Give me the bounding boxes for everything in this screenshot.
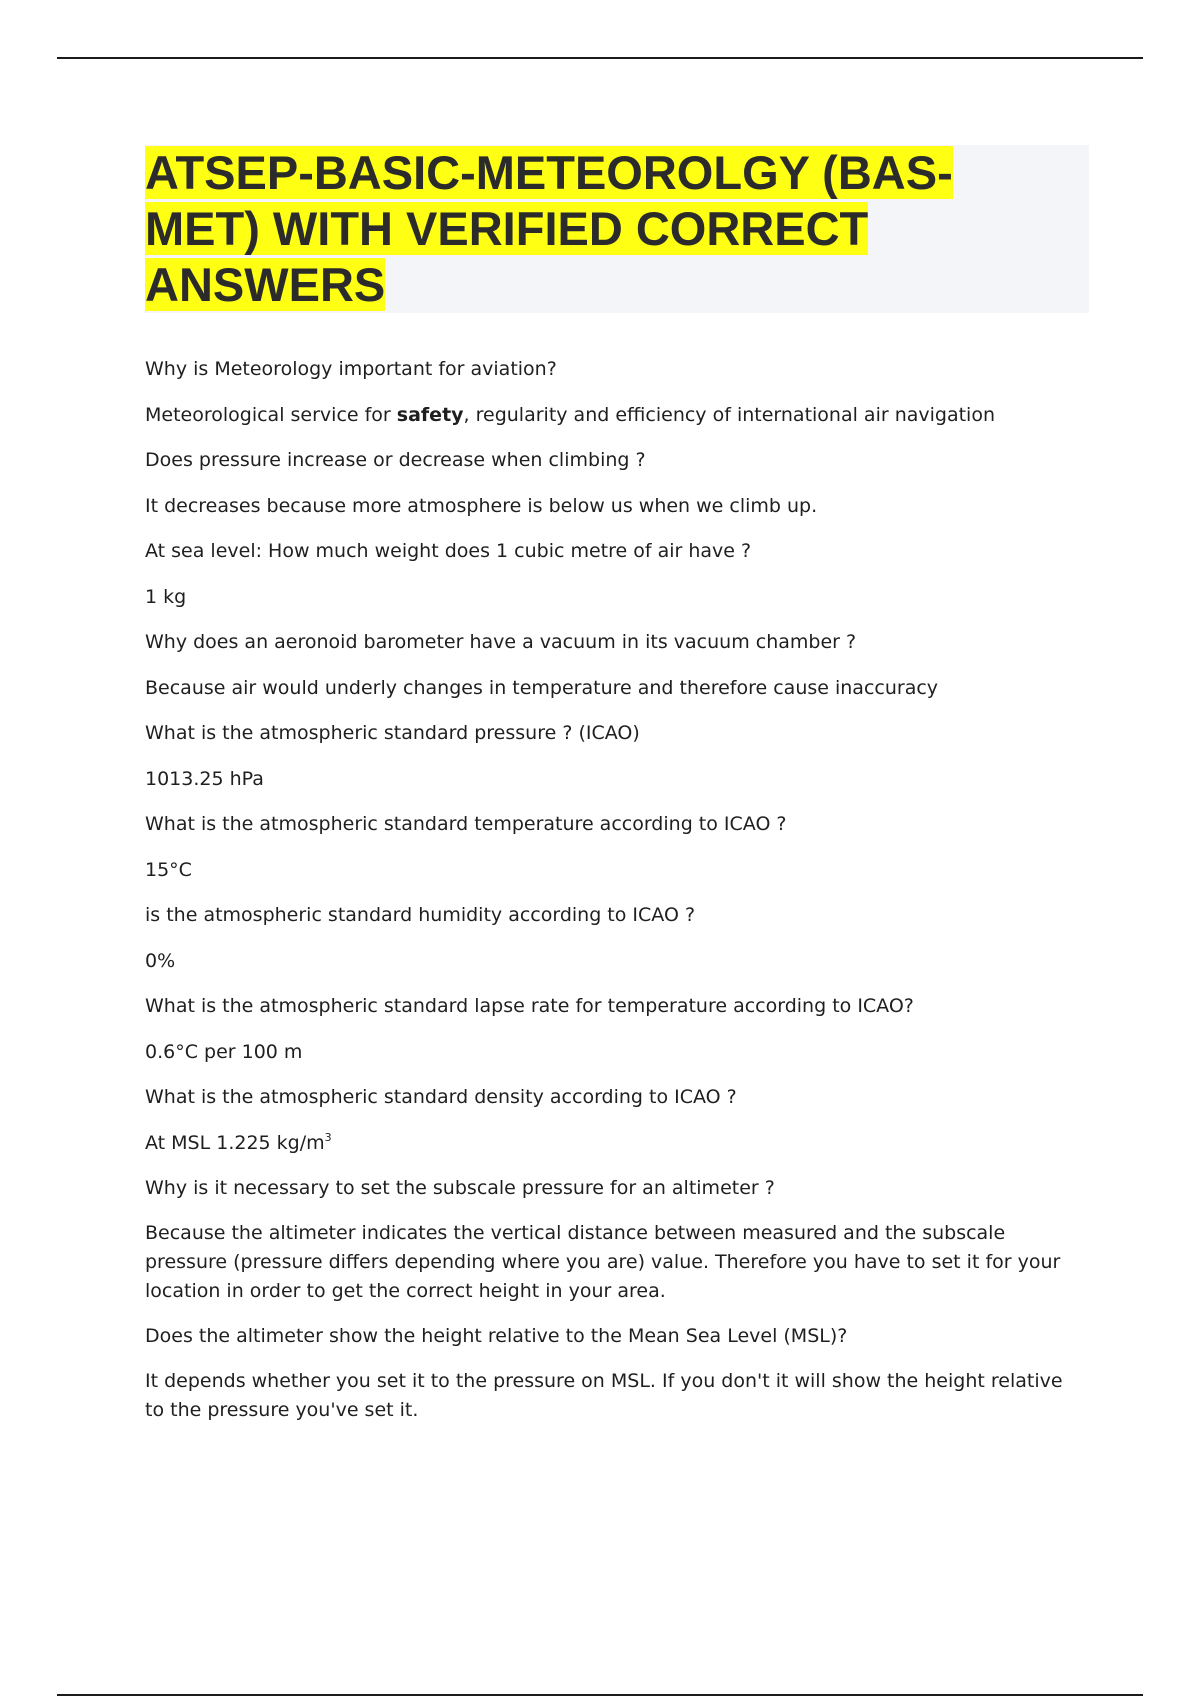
question-1: Why is Meteorology important for aviation? bbox=[145, 358, 557, 380]
question-3: At sea level: How much weight does 1 cubic metre of air have ? bbox=[145, 540, 752, 562]
title-line-3: ANSWERS bbox=[145, 258, 386, 311]
answer-10: Because the altimeter indicates the vertical distance between measured and the subscale pressure (pressure differs depending where you are) value. Therefore you have to set it for your location in order to get the correct height in your area. bbox=[145, 1221, 1061, 1302]
answer-9-superscript: 3 bbox=[324, 1130, 332, 1144]
answer-4: Because air would underly changes in temperature and therefore cause inaccuracy bbox=[145, 676, 939, 699]
answer-7: 0% bbox=[145, 949, 176, 972]
footer-rule bbox=[57, 1694, 1143, 1696]
question-9: What is the atmospheric standard density according to ICAO ? bbox=[145, 1086, 737, 1108]
question-5: What is the atmospheric standard pressure ? (ICAO) bbox=[145, 722, 640, 744]
qa-list bbox=[145, 354, 1085, 1440]
answer-3: 1 kg bbox=[145, 585, 187, 608]
title-line-2: MET) WITH VERIFIED CORRECT bbox=[145, 202, 869, 255]
answer-5: 1013.25 hPa bbox=[145, 767, 264, 790]
title-line-1: ATSEP-BASIC-METEOROLGY (BAS- bbox=[145, 146, 953, 199]
answer-1-text-pre: Meteorological service for bbox=[145, 403, 397, 426]
question-6: What is the atmospheric standard temperature according to ICAO ? bbox=[145, 813, 787, 835]
question-8: What is the atmospheric standard lapse rate for temperature according to ICAO? bbox=[145, 995, 914, 1017]
answer-1-text-post: , regularity and efficiency of international air navigation bbox=[463, 403, 995, 426]
answer-9-text: At MSL 1.225 kg/m bbox=[145, 1131, 325, 1154]
question-11: Does the altimeter show the height relative to the Mean Sea Level (MSL)? bbox=[145, 1325, 848, 1347]
question-2: Does pressure increase or decrease when climbing ? bbox=[145, 449, 646, 471]
question-7: is the atmospheric standard humidity according to ICAO ? bbox=[145, 904, 696, 926]
answer-9 bbox=[145, 1128, 1085, 1158]
answer-1 bbox=[145, 400, 1085, 430]
document-title bbox=[145, 145, 985, 313]
question-4: Why does an aeronoid barometer have a vacuum in its vacuum chamber ? bbox=[145, 631, 857, 653]
answer-2: It decreases because more atmosphere is below us when we climb up. bbox=[145, 494, 818, 517]
answer-6: 15°C bbox=[145, 858, 192, 881]
question-10: Why is it necessary to set the subscale pressure for an altimeter ? bbox=[145, 1177, 775, 1199]
answer-1-bold-text: safety bbox=[396, 403, 464, 426]
header-rule bbox=[57, 57, 1143, 59]
answer-11: It depends whether you set it to the pressure on MSL. If you don't it will show the height relative to the pressure you've set it. bbox=[145, 1369, 1063, 1421]
answer-8: 0.6°C per 100 m bbox=[145, 1040, 303, 1063]
title-block bbox=[145, 145, 1089, 313]
